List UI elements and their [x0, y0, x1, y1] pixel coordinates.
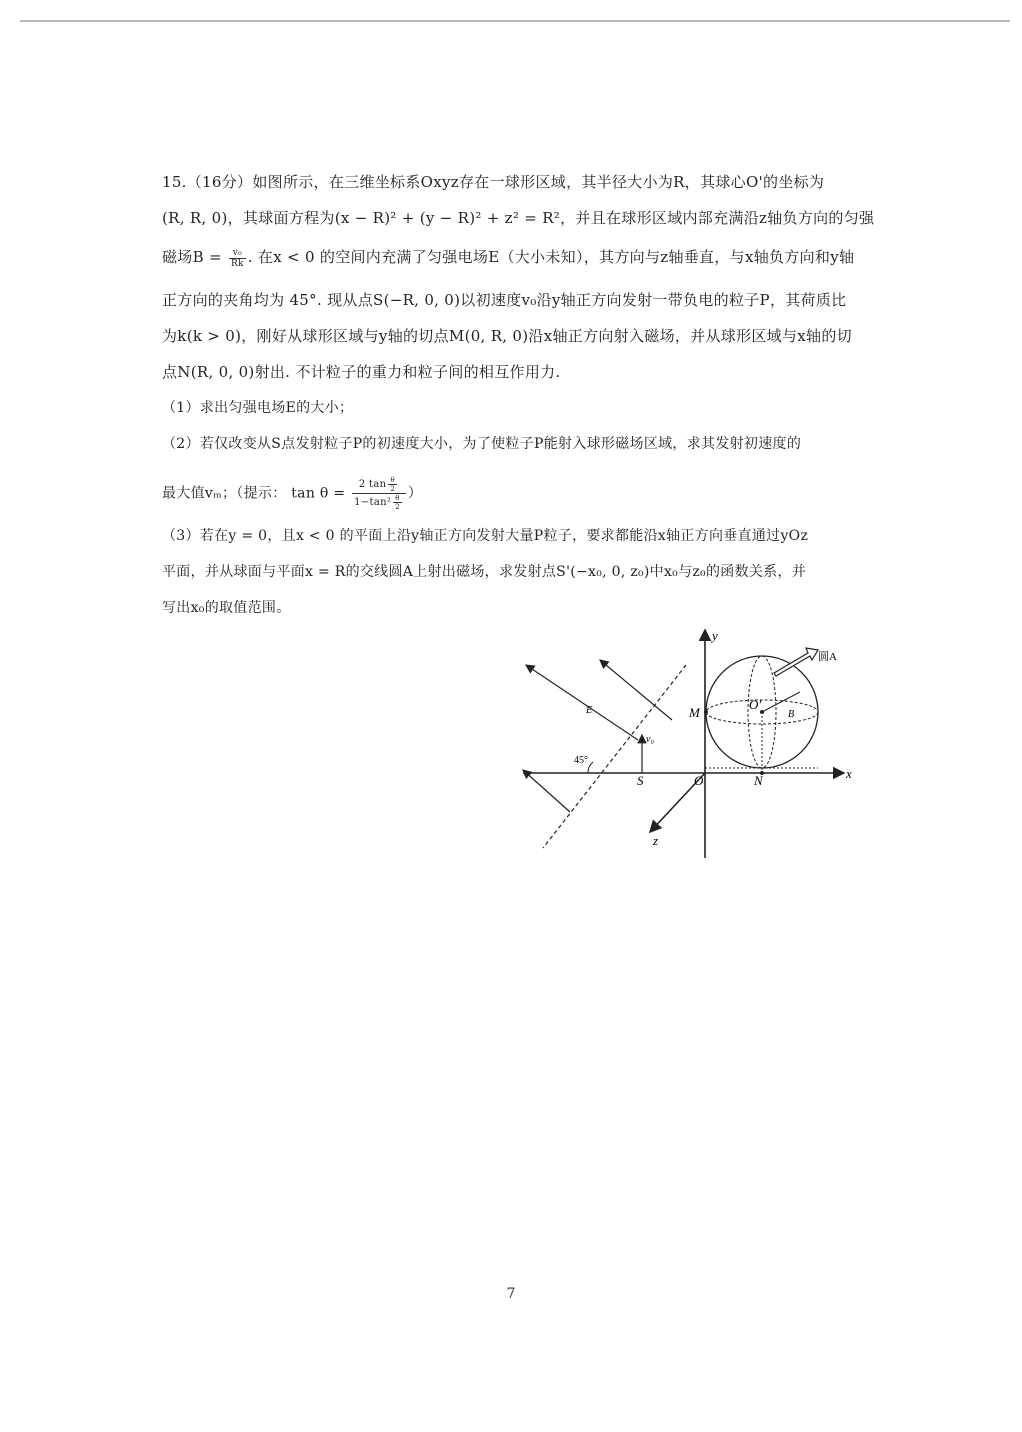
- magnetic-field-label: 磁场B =: [162, 248, 227, 266]
- problem-line-6: 点N(R, 0, 0)射出. 不计粒子的重力和粒子间的相互作用力.: [162, 363, 561, 381]
- page-number: 7: [506, 1286, 516, 1302]
- question-2-hint: [162, 476, 874, 522]
- electric-field-text: . 在x < 0 的空间内充满了匀强电场E（大小未知），其方向与z轴垂直，与x轴负方向和y轴: [247, 248, 855, 266]
- field-boundary-dashed: [543, 665, 686, 848]
- half-angle-num-bottom: θ: [393, 494, 402, 503]
- question-1: （1）求出匀强电场E的大小；: [162, 400, 354, 416]
- tan-formula-numerator: [352, 476, 406, 494]
- angle-arc: [588, 762, 593, 773]
- tan-formula-denominator: [352, 494, 406, 511]
- label-z: z: [653, 833, 659, 848]
- question-3-line-2: 平面，并从球面与平面x = R的交线圆A上射出磁场，求发射点S'(−x₀, 0, z₀)中x₀与z₀的函数关系，并: [162, 564, 807, 580]
- field-line-1: [526, 665, 638, 740]
- top-rule: [20, 20, 1010, 22]
- half-angle-den-bottom: 2: [395, 503, 400, 511]
- tan-formula-fraction: [352, 476, 406, 511]
- tan-numerator-text: 2 tan: [358, 479, 387, 490]
- label-y: y: [712, 628, 718, 643]
- question-3-line-1: （3）若在y = 0，且x < 0 的平面上沿y轴正方向发射大量P粒子，要求都能沿x轴正方向垂直通过yOz: [162, 528, 809, 544]
- problem-15: [162, 168, 874, 630]
- half-angle-fraction-bottom: [393, 494, 402, 511]
- hint-prefix: 最大值vₘ；（提示： tan θ =: [162, 485, 351, 502]
- label-e: E: [586, 705, 593, 716]
- problem-line-2: (R, R, 0)，其球面方程为(x − R)² + (y − R)² + z² = R²，并且在球形区域内部充满沿z轴负方向的匀强: [162, 209, 875, 227]
- label-n: N: [754, 773, 763, 788]
- magnetic-field-fraction: [229, 248, 246, 269]
- half-angle-den-top: 2: [390, 485, 396, 493]
- tan-denominator-text: 1−tan²: [354, 497, 392, 508]
- label-origin: O: [694, 773, 704, 788]
- half-angle-num-top: θ: [388, 476, 397, 485]
- label-o-prime: O′: [749, 697, 762, 712]
- point-m-dot: [704, 710, 708, 714]
- label-circle-a: 圆A: [818, 651, 837, 663]
- question-3-line-3: 写出x₀的取值范围。: [162, 600, 291, 616]
- problem-line-1: 15.（16分）如图所示，在三维坐标系Oxyz存在一球形区域，其半径大小为R，其球心O'的坐标为: [162, 173, 825, 191]
- label-angle: 45°: [574, 755, 588, 766]
- half-angle-fraction-top: [388, 476, 397, 493]
- fraction-numerator: v₀: [229, 248, 246, 259]
- fraction-denominator: Rk: [230, 258, 244, 269]
- label-b: B: [788, 709, 795, 720]
- circle-a-arrow: [774, 648, 818, 676]
- label-m: M: [689, 705, 700, 720]
- field-line-2: [600, 660, 672, 720]
- problem-line-3: [162, 240, 874, 286]
- question-2: （2）若仅改变从S点发射粒子P的初速度大小，为了使粒子P能射入球形磁场区域，求其发射初速度的: [162, 436, 802, 452]
- label-v0: v₀: [646, 734, 654, 745]
- label-x: x: [846, 766, 852, 781]
- problem-line-5: 为k(k > 0)，刚好从球形区域与y轴的切点M(0, R, 0)沿x轴正方向射入磁场，并从球形区域与x轴的切: [162, 327, 852, 345]
- hint-suffix: ）: [407, 485, 423, 502]
- physics-diagram: [518, 620, 863, 865]
- problem-line-4: 正方向的夹角均为 45°. 现从点S(−R, 0, 0)以初速度v₀沿y轴正方向发射一带负电的粒子P，其荷质比: [162, 291, 847, 309]
- diagram-svg: [518, 620, 863, 865]
- field-line-3: [523, 770, 570, 812]
- label-s: S: [637, 773, 644, 788]
- radius-line: [762, 692, 800, 712]
